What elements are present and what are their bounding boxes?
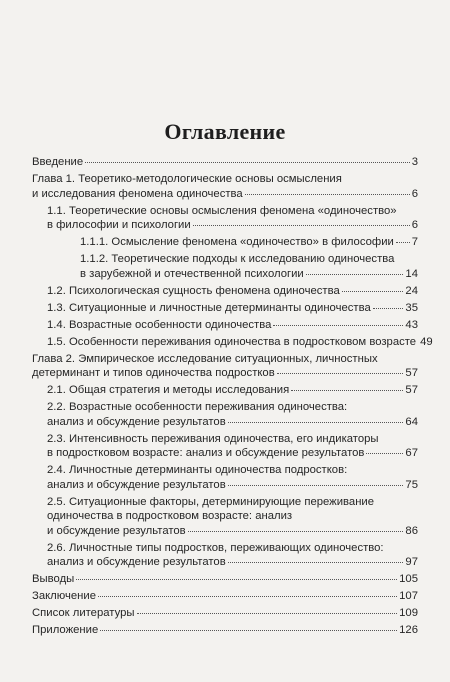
page-title: Оглавление (164, 119, 286, 144)
dot-leader (342, 290, 404, 292)
toc-entry-text: 2.2. Возрастные особенности переживания одиночества: (47, 401, 348, 413)
dot-leader (100, 629, 397, 631)
toc-entry-bibliography (32, 606, 418, 621)
toc-page-number: 57 (405, 384, 418, 396)
toc-entry-text: 2.3. Интенсивность переживания одиночества, его индикаторы (47, 432, 379, 445)
toc-page-number: 43 (405, 318, 418, 331)
dot-leader (193, 224, 410, 226)
toc-entry-1-1 (32, 204, 418, 233)
dot-leader (291, 389, 403, 391)
toc-entry-text: Заключение (32, 590, 96, 602)
dot-leader (85, 161, 410, 163)
dot-leader (228, 421, 404, 423)
toc-page-number: 6 (411, 219, 418, 231)
toc-page-number: 75 (405, 478, 418, 491)
toc-entry-text: 1.5. Особенности переживания одиночества в подростковом возрасте (47, 335, 417, 348)
toc-entry-text: анализ и обсуждение результатов (47, 415, 226, 428)
toc-entry-2-4 (32, 463, 418, 492)
dot-leader (273, 324, 403, 326)
toc-entry-2-3 (32, 432, 418, 461)
dot-leader (245, 193, 410, 195)
toc-page-number: 14 (405, 267, 418, 280)
dot-leader (228, 484, 404, 486)
toc-page-number: 24 (405, 284, 418, 297)
toc-entry-2-6 (32, 541, 418, 570)
toc-entry-text: Глава 1. Теоретико-методологические основы осмысления (32, 173, 342, 185)
toc-page-number: 86 (405, 524, 418, 537)
toc-entry-text: и исследования феномена одиночества (32, 187, 243, 200)
toc-entry-1-1-2 (32, 252, 418, 281)
dot-leader (373, 307, 404, 309)
toc-entry-chapter-1 (32, 172, 418, 201)
toc-entry-text: 2.4. Личностные детерминанты одиночества подростков: (47, 464, 348, 476)
dot-leader (277, 372, 404, 374)
toc-page-number: 3 (411, 156, 418, 168)
toc-entry-text: 1.3. Ситуационные и личностные детерминанты одиночества (47, 301, 371, 314)
toc-entry-2-5 (32, 495, 418, 539)
toc-page-number: 6 (411, 187, 418, 200)
toc-entry-text: Введение (32, 156, 84, 168)
table-of-contents (32, 155, 433, 638)
toc-entry-text: 1.1. Теоретические основы осмысления феномена «одиночество» (47, 204, 397, 217)
toc-entry-1-5 (32, 335, 433, 350)
toc-entry-1-1-1 (32, 235, 418, 250)
toc-entry-conclusions (32, 572, 418, 587)
toc-entry-text: 1.4. Возрастные особенности одиночества (47, 318, 272, 331)
toc-entry-text: в зарубежной и отечественной психологии (80, 267, 304, 280)
toc-page-number: 97 (405, 556, 418, 568)
toc-page-number: 64 (405, 415, 418, 428)
toc-entry-text: 2.5. Ситуационные факторы, детерминирующие переживание (47, 495, 375, 508)
toc-page-number: 67 (405, 447, 418, 459)
toc-page-number: 109 (399, 607, 418, 619)
dot-leader (76, 578, 397, 580)
dot-leader (188, 530, 404, 532)
toc-page-number: 49 (420, 335, 433, 348)
toc-entry-2-1 (32, 383, 418, 398)
toc-entry-text: 1.1.1. Осмысление феномена «одиночество» в философии (80, 236, 394, 248)
toc-page-number: 107 (399, 590, 418, 602)
toc-entry-chapter-2 (32, 352, 418, 381)
toc-entry-1-4 (32, 318, 418, 333)
toc-entry-text: в философии и психологии (47, 219, 191, 231)
dot-leader (137, 612, 398, 614)
dot-leader (228, 561, 404, 563)
toc-entry-text: и обсуждение результатов (47, 524, 186, 537)
toc-entry-text: Приложение (32, 624, 99, 636)
toc-entry-text: 2.6. Личностные типы подростков, переживающих одиночество: (47, 541, 384, 554)
toc-entry-text: одиночества в подростковом возрасте: анализ (47, 510, 293, 522)
toc-entry-text: анализ и обсуждение результатов (47, 478, 226, 491)
toc-entry-text: 2.1. Общая стратегия и методы исследования (47, 384, 290, 396)
toc-entry-text: 1.2. Психологическая сущность феномена одиночества (47, 284, 340, 297)
toc-entry-text: Выводы (32, 573, 75, 585)
toc-page-number: 126 (399, 624, 418, 636)
toc-page-number: 7 (411, 236, 418, 248)
toc-entry-text: Глава 2. Эмпирическое исследование ситуационных, личностных (32, 352, 378, 365)
toc-entry-appendix (32, 623, 418, 638)
toc-entry-text: Список литературы (32, 607, 135, 619)
dot-leader (98, 595, 397, 597)
toc-entry-2-2 (32, 400, 418, 429)
toc-page-number: 57 (405, 367, 418, 379)
toc-entry-introduction (32, 155, 418, 170)
toc-entry-text: в подростковом возрасте: анализ и обсуждение результатов (47, 447, 365, 459)
toc-entry-closing (32, 589, 418, 604)
dot-leader (396, 241, 410, 243)
toc-entry-text: 1.1.2. Теоретические подходы к исследованию одиночества (80, 253, 395, 265)
toc-entry-1-3 (32, 301, 418, 316)
toc-entry-1-2 (32, 284, 418, 299)
toc-page-number: 35 (405, 301, 418, 314)
toc-page-number: 105 (399, 573, 418, 585)
toc-entry-text: анализ и обсуждение результатов (47, 556, 226, 568)
dot-leader (306, 273, 404, 275)
dot-leader (366, 452, 403, 454)
toc-entry-text: детерминант и типов одиночества подростков (32, 367, 275, 379)
